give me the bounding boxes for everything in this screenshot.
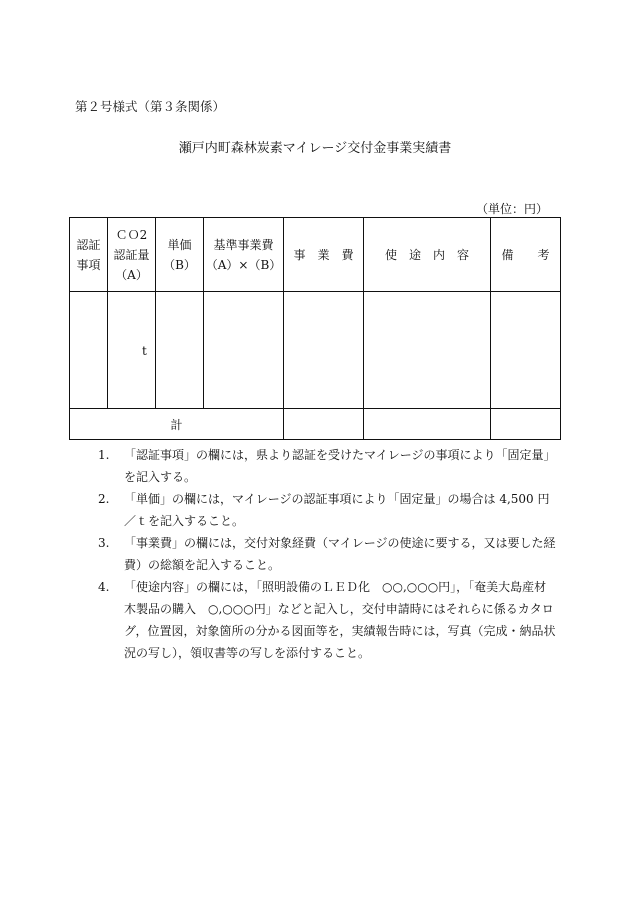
cell-remarks[interactable] <box>491 292 561 409</box>
cell-co2-amount[interactable] <box>108 292 156 409</box>
total-row <box>70 409 561 440</box>
header-usage: 使 途 内 容 <box>364 218 491 292</box>
header-remarks: 備 考 <box>491 218 561 292</box>
header-row <box>70 218 561 292</box>
total-project-cost[interactable] <box>284 409 364 440</box>
note-item: 1. 「認証事項」の欄には，県より認証を受けたマイレージの事項により「固定量」を記入する。 <box>98 448 556 484</box>
total-usage[interactable] <box>364 409 491 440</box>
cell-project-cost[interactable] <box>284 292 364 409</box>
header-project-cost: 事 業 費 <box>284 218 364 292</box>
report-table <box>69 217 561 440</box>
note-item: 2. 「単価」の欄には，マイレージの認証事項により「固定量」の場合は 4,500 円／ｔを記入すること。 <box>98 492 550 528</box>
cell-unit-price[interactable] <box>156 292 204 409</box>
form-number: 第２号様式（第３条関係） <box>75 99 226 114</box>
entry-row <box>70 292 561 409</box>
ton-unit-label: t <box>142 344 147 358</box>
note-item: 4. 「使途内容」の欄には，「照明設備のＬＥＤ化 ○○,○○○円」，「奄美大島産材木製品の購入 ○,○○○円」などと記入し，交付申請時にはそれらに係るカタログ，位置図，対象箇所の分かる図面等を，実績報告時には，写真（完成・納品状況の写し），領収書等の写しを添付すること。 <box>98 580 556 660</box>
unit-label: （単位：円） <box>475 202 548 216</box>
header-co2-amount: ＣＯ2 認証量 （A） <box>108 218 156 292</box>
cell-cert-item[interactable] <box>70 292 108 409</box>
total-remarks[interactable] <box>491 409 561 440</box>
document-title: 瀬戸内町森林炭素マイレージ交付金事業実績書 <box>178 141 452 156</box>
header-unit-price: 単価 （B） <box>156 218 204 292</box>
notes-list <box>98 444 558 664</box>
total-label: 計 <box>70 409 284 440</box>
header-base-cost: 基準事業費 （A）×（B） <box>204 218 284 292</box>
cell-usage[interactable] <box>364 292 491 409</box>
cell-base-cost[interactable] <box>204 292 284 409</box>
header-cert-item: 認証 事項 <box>70 218 108 292</box>
note-item: 3. 「事業費」の欄には，交付対象経費（マイレージの使途に要する，又は要した経費）の総額を記入すること。 <box>98 536 556 572</box>
